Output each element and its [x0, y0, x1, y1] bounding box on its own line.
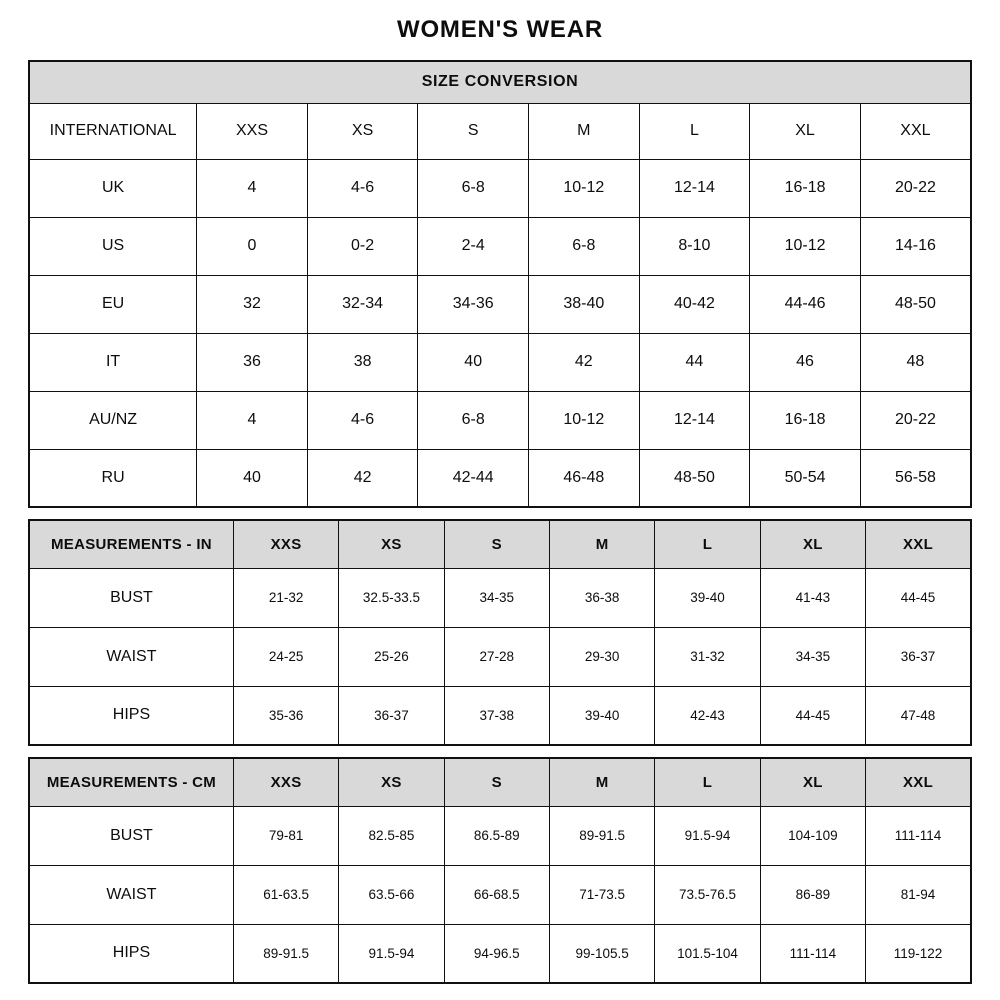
table-row [29, 449, 971, 507]
size-cell: 48-50 [639, 449, 750, 507]
measurement-cell: 31-32 [655, 627, 760, 686]
size-cell: 6-8 [418, 391, 529, 449]
row-label: HIPS [29, 686, 233, 745]
table-row [29, 159, 971, 217]
column-header: XXS [233, 520, 338, 568]
row-label: UK [29, 159, 197, 217]
header-row [29, 758, 971, 806]
column-header: M [529, 103, 640, 159]
size-cell: 40-42 [639, 275, 750, 333]
measurement-cell: 37-38 [444, 686, 549, 745]
size-cell: 4-6 [307, 391, 418, 449]
size-cell: 6-8 [529, 217, 640, 275]
measurement-cell: 34-35 [760, 627, 865, 686]
table-row [29, 865, 971, 924]
size-cell: 10-12 [529, 159, 640, 217]
column-header: XXL [860, 103, 971, 159]
measurement-cell: 81-94 [866, 865, 971, 924]
column-header: XXL [866, 758, 971, 806]
column-header: M [549, 520, 654, 568]
measurement-cell: 111-114 [866, 806, 971, 865]
table-row [29, 391, 971, 449]
column-header: MEASUREMENTS - CM [29, 758, 233, 806]
measurement-cell: 86.5-89 [444, 806, 549, 865]
row-label: IT [29, 333, 197, 391]
column-header: L [639, 103, 750, 159]
measurement-cell: 44-45 [760, 686, 865, 745]
column-header: XS [339, 758, 444, 806]
size-cell: 42-44 [418, 449, 529, 507]
size-cell: 12-14 [639, 391, 750, 449]
measurement-cell: 91.5-94 [655, 806, 760, 865]
size-cell: 4 [197, 159, 308, 217]
measurement-cell: 47-48 [866, 686, 971, 745]
row-label: US [29, 217, 197, 275]
size-cell: 16-18 [750, 159, 861, 217]
column-header: S [444, 758, 549, 806]
table-row [29, 627, 971, 686]
measurement-cell: 61-63.5 [233, 865, 338, 924]
measurement-cell: 36-37 [339, 686, 444, 745]
measurements-in-table [28, 519, 972, 746]
measurement-cell: 111-114 [760, 924, 865, 983]
table-row [29, 924, 971, 983]
measurement-cell: 35-36 [233, 686, 338, 745]
size-conversion-table [28, 60, 972, 508]
size-cell: 48 [860, 333, 971, 391]
header-row [29, 103, 971, 159]
row-label: EU [29, 275, 197, 333]
column-header: XL [750, 103, 861, 159]
measurement-cell: 41-43 [760, 568, 865, 627]
column-header: L [655, 520, 760, 568]
size-conversion-title: SIZE CONVERSION [29, 61, 971, 103]
size-cell: 40 [197, 449, 308, 507]
column-header: XXS [233, 758, 338, 806]
size-cell: 6-8 [418, 159, 529, 217]
size-cell: 4-6 [307, 159, 418, 217]
measurement-cell: 21-32 [233, 568, 338, 627]
size-cell: 34-36 [418, 275, 529, 333]
size-cell: 0 [197, 217, 308, 275]
measurement-cell: 29-30 [549, 627, 654, 686]
size-cell: 44-46 [750, 275, 861, 333]
measurement-cell: 94-96.5 [444, 924, 549, 983]
table-row [29, 568, 971, 627]
measurement-cell: 79-81 [233, 806, 338, 865]
table-row [29, 686, 971, 745]
row-label: AU/NZ [29, 391, 197, 449]
column-header: INTERNATIONAL [29, 103, 197, 159]
size-cell: 12-14 [639, 159, 750, 217]
size-cell: 2-4 [418, 217, 529, 275]
page-title: WOMEN'S WEAR [397, 16, 603, 43]
size-cell: 42 [307, 449, 418, 507]
column-header: XS [339, 520, 444, 568]
measurement-cell: 104-109 [760, 806, 865, 865]
measurement-cell: 39-40 [549, 686, 654, 745]
measurement-cell: 36-38 [549, 568, 654, 627]
row-label: HIPS [29, 924, 233, 983]
size-cell: 10-12 [750, 217, 861, 275]
size-cell: 4 [197, 391, 308, 449]
measurement-cell: 89-91.5 [549, 806, 654, 865]
row-label: WAIST [29, 865, 233, 924]
column-header: L [655, 758, 760, 806]
row-label: RU [29, 449, 197, 507]
size-cell: 20-22 [860, 391, 971, 449]
measurement-cell: 82.5-85 [339, 806, 444, 865]
size-cell: 36 [197, 333, 308, 391]
column-header: XXS [197, 103, 308, 159]
size-cell: 20-22 [860, 159, 971, 217]
measurement-cell: 89-91.5 [233, 924, 338, 983]
table-row [29, 806, 971, 865]
measurement-cell: 36-37 [866, 627, 971, 686]
table-row [29, 217, 971, 275]
table-caption-row [29, 61, 971, 103]
row-label: WAIST [29, 627, 233, 686]
size-cell: 10-12 [529, 391, 640, 449]
measurement-cell: 91.5-94 [339, 924, 444, 983]
size-cell: 32 [197, 275, 308, 333]
measurement-cell: 101.5-104 [655, 924, 760, 983]
measurement-cell: 24-25 [233, 627, 338, 686]
column-header: XL [760, 758, 865, 806]
size-cell: 8-10 [639, 217, 750, 275]
size-cell: 46-48 [529, 449, 640, 507]
size-cell: 14-16 [860, 217, 971, 275]
size-cell: 48-50 [860, 275, 971, 333]
measurement-cell: 66-68.5 [444, 865, 549, 924]
measurement-cell: 73.5-76.5 [655, 865, 760, 924]
measurement-cell: 44-45 [866, 568, 971, 627]
size-cell: 42 [529, 333, 640, 391]
measurement-cell: 34-35 [444, 568, 549, 627]
column-header: S [444, 520, 549, 568]
measurement-cell: 63.5-66 [339, 865, 444, 924]
header-row [29, 520, 971, 568]
measurement-cell: 71-73.5 [549, 865, 654, 924]
size-cell: 38-40 [529, 275, 640, 333]
size-cell: 46 [750, 333, 861, 391]
measurement-cell: 25-26 [339, 627, 444, 686]
table-row [29, 275, 971, 333]
measurement-cell: 32.5-33.5 [339, 568, 444, 627]
measurement-cell: 86-89 [760, 865, 865, 924]
size-cell: 50-54 [750, 449, 861, 507]
measurement-cell: 99-105.5 [549, 924, 654, 983]
row-label: BUST [29, 568, 233, 627]
column-header: XXL [866, 520, 971, 568]
size-cell: 56-58 [860, 449, 971, 507]
measurement-cell: 42-43 [655, 686, 760, 745]
size-cell: 16-18 [750, 391, 861, 449]
column-header: XL [760, 520, 865, 568]
measurement-cell: 27-28 [444, 627, 549, 686]
column-header: XS [307, 103, 418, 159]
size-cell: 0-2 [307, 217, 418, 275]
size-cell: 32-34 [307, 275, 418, 333]
row-label: BUST [29, 806, 233, 865]
measurements-cm-table [28, 757, 972, 984]
measurement-cell: 119-122 [866, 924, 971, 983]
measurement-cell: 39-40 [655, 568, 760, 627]
size-cell: 38 [307, 333, 418, 391]
column-header: MEASUREMENTS - IN [29, 520, 233, 568]
column-header: S [418, 103, 529, 159]
size-cell: 44 [639, 333, 750, 391]
size-cell: 40 [418, 333, 529, 391]
table-row [29, 333, 971, 391]
column-header: M [549, 758, 654, 806]
